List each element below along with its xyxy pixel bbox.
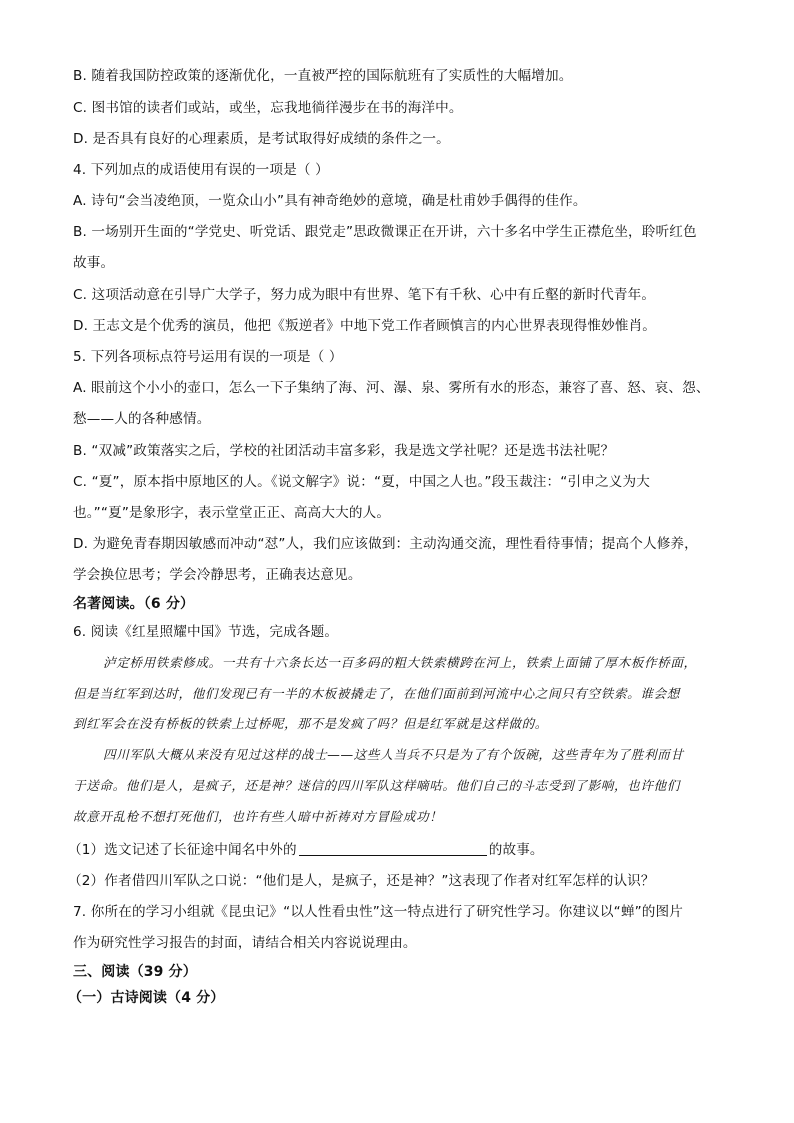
- question-7-cont: 作为研究性学习报告的封面，请结合相关内容说说理由。: [73, 935, 417, 951]
- question-4: 4. 下列加点的成语使用有误的一项是（ ）: [73, 162, 329, 178]
- option-line: A. 诗句“会当凌绝顶，一览众山小”具有神奇绝妙的意境，确是杜甫妙手偶得的佳作。: [73, 193, 587, 209]
- excerpt-line: 四川军队大概从来没有见过这样的战士——这些人当兵不只是为了有个饭碗，这些青年为了胜利而甘: [103, 747, 684, 762]
- section-heading: 名著阅读。（6 分）: [73, 596, 195, 612]
- excerpt-line: 泸定桥用铁索修成。一共有十六条长达一百多码的粗大铁索横跨在河上，铁索上面铺了厚木板作桥面，: [103, 655, 697, 670]
- excerpt-line: 于送命。他们是人，是疯子，还是神？迷信的四川军队这样嘀咕。他们自己的斗志受到了影响，也许他们: [73, 778, 680, 793]
- option-line: 学会换位思考；学会冷静思考，正确表达意见。: [73, 567, 362, 583]
- option-line: C. 图书馆的读者们或站，或坐，忘我地徜徉漫步在书的海洋中。: [73, 100, 463, 116]
- answer-blank[interactable]: [299, 841, 487, 856]
- question-7: 7. 你所在的学习小组就《昆虫记》“以人性看虫性”这一特点进行了研究性学习。你建议以“蝉”的图片: [73, 904, 684, 920]
- option-line: D. 王志文是个优秀的演员，他把《叛逆者》中地下党工作者顾慎言的内心世界表现得惟妙惟肖。: [73, 318, 657, 334]
- option-line: A. 眼前这个小小的壶口，怎么一下子集纳了海、河、瀑、泉、雾所有水的形态，兼容了喜、怒、哀、怨、: [73, 380, 710, 396]
- section-heading: 三、阅读（39 分）: [73, 964, 197, 980]
- option-line: B. 随着我国防控政策的逐渐优化，一直被严控的国际航班有了实质性的大幅增加。: [73, 68, 573, 84]
- option-line: 也。”“夏”是象形字，表示堂堂正正、高高大大的人。: [73, 505, 391, 521]
- option-line: C. 这项活动意在引导广大学子，努力成为眼中有世界、笔下有千秋、心中有丘壑的新时代青年。: [73, 287, 656, 303]
- excerpt-line: 故意开乱枪不想打死他们，也许有些人暗中祈祷对方冒险成功！: [73, 809, 443, 824]
- excerpt-line: 但是当红军到达时，他们发现已有一半的木板被撬走了，在他们面前到河流中心之间只有空铁索。谁会想: [73, 686, 680, 701]
- sub-question-6-1: [68, 840, 754, 860]
- option-line: B. “双减”政策落实之后，学校的社团活动丰富多彩，我是选文学社呢？还是选书法社呢？: [73, 443, 615, 459]
- question-6: 6. 阅读《红星照耀中国》节选，完成各题。: [73, 624, 339, 640]
- sub-question-text: 的故事。: [488, 842, 544, 858]
- option-line: D. 是否具有良好的心理素质，是考试取得好成绩的条件之一。: [73, 131, 450, 147]
- option-line: 故事。: [73, 255, 115, 271]
- subsection-heading: （一）古诗阅读（4 分）: [68, 990, 225, 1006]
- sub-question-text: （1）选文记述了长征途中闻名中外的: [68, 842, 297, 858]
- option-line: B. 一场别开生面的“学党史、听党话、跟党走”思政微课正在开讲，六十多名中学生正襟危坐，聆听红色: [73, 224, 697, 240]
- question-5: 5. 下列各项标点符号运用有误的一项是（ ）: [73, 349, 343, 365]
- excerpt-line: 到红军会在没有桥板的铁索上过桥呢，那不是发疯了吗？但是红军就是这样做的。: [73, 716, 548, 731]
- sub-question-6-2: （2）作者借四川军队之口说：“他们是人，是疯子，还是神？”这表现了作者对红军怎样的认识？: [68, 873, 655, 889]
- option-line: C. “夏”，原本指中原地区的人。《说文解字》说：“夏，中国之人也。”段玉裁注：“引申之义为大: [73, 474, 650, 490]
- option-line: D. 为避免青春期因敏感而冲动“怼”人，我们应该做到：主动沟通交流，理性看待事情；提高个人修养，: [73, 536, 698, 552]
- option-line: 愁——人的各种感情。: [73, 411, 211, 427]
